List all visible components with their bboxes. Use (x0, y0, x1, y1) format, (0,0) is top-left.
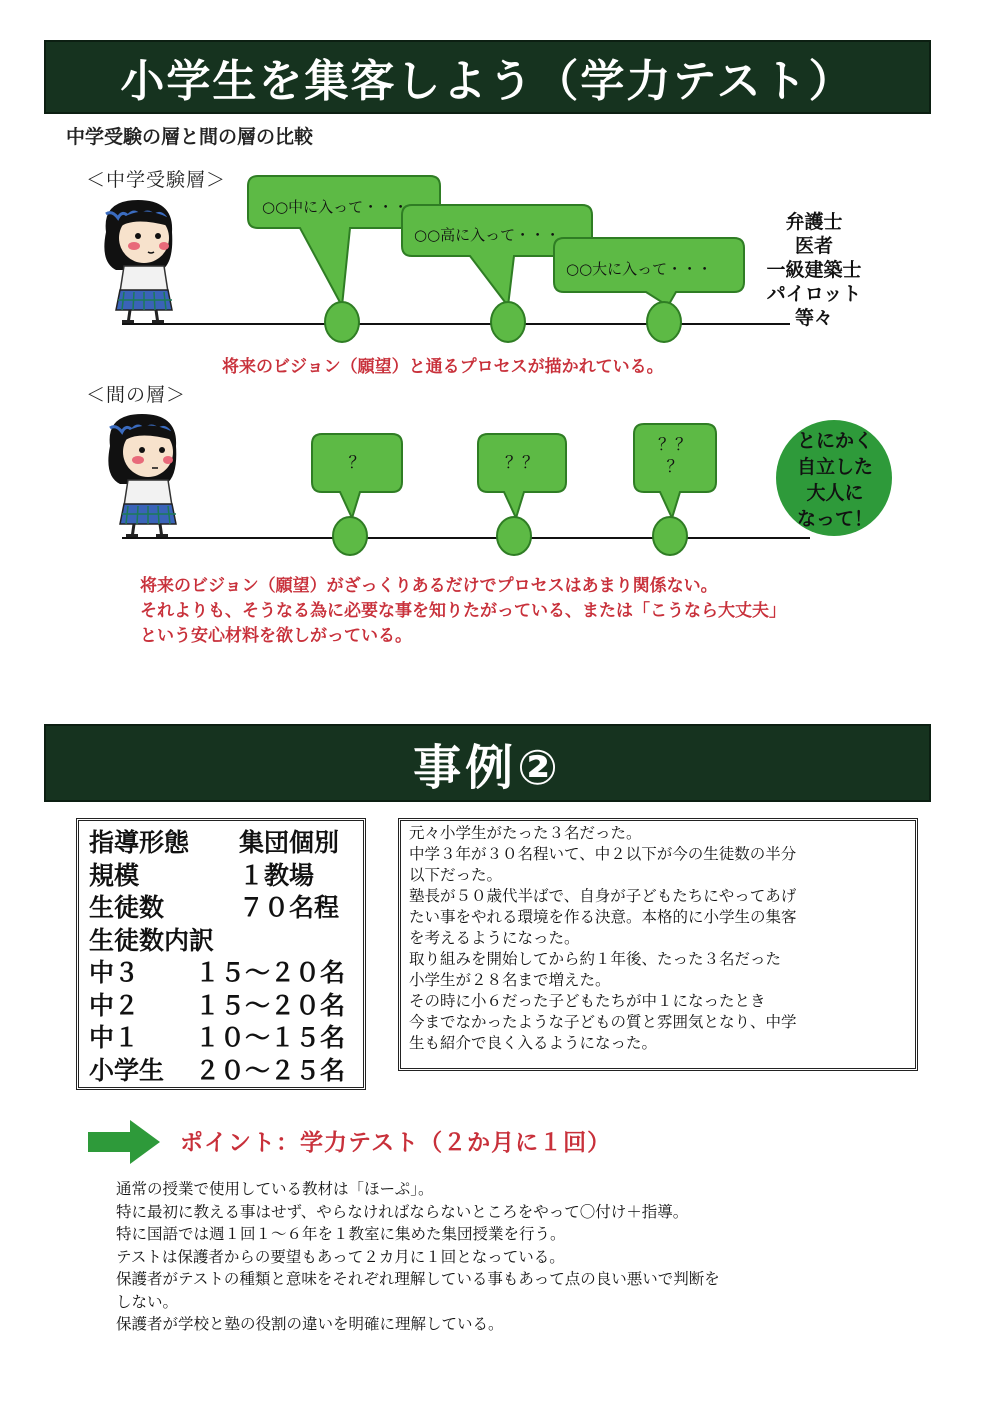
info-value: １０～１５名 (195, 1023, 346, 1052)
question-text-1: ？ (348, 453, 366, 473)
note-line: という安心材料を欲しがっている。 (140, 626, 412, 646)
info-key: 規模 (89, 860, 140, 890)
goal-circle-line: なって！ (796, 508, 873, 530)
milestone-node-4 (333, 517, 367, 555)
info-row (89, 860, 353, 893)
goal-circle-line: 大人に (806, 482, 864, 504)
info-value: ７０名程 (239, 893, 340, 922)
exam-layer-note: 将来のビジョン（願望）と通るプロセスが描かれている。 (222, 357, 664, 377)
story-line: 塾長が５０歳代半ばで、自身が子どもたちにやってあげ (409, 887, 797, 905)
info-row (89, 957, 353, 990)
info-key: 生徒数内訳 (89, 925, 215, 955)
point-line: テストは保護者からの要望もあって２カ月に１回となっている。 (116, 1247, 565, 1266)
case-title: 事例② (413, 739, 562, 796)
point-line: 特に国語では週１回１～６年を１教室に集めた集団授業を行う。 (116, 1225, 566, 1243)
info-row (89, 1055, 353, 1088)
info-key: 中１ (89, 1023, 140, 1052)
info-value: ２０～２５名 (195, 1055, 346, 1085)
point-line: しない。 (116, 1292, 179, 1311)
section-subtitle: 中学受験の層と間の層の比較 (66, 126, 314, 148)
milestone-node-5 (497, 517, 531, 555)
bubble-text-3: ○○大に入って・・・ (566, 260, 713, 278)
career-goal: 弁護士 (785, 211, 843, 233)
goal-circle-text (782, 428, 888, 532)
milestone-node-6 (653, 517, 687, 555)
info-value: １５～２０名 (195, 990, 346, 1020)
story-line: 取り組みを開始してから約１年後、たった３名だった (409, 950, 782, 968)
info-row (89, 892, 353, 925)
question-bubble-1 (312, 434, 402, 518)
info-value: １５～２０名 (195, 958, 346, 987)
case-story-box (398, 818, 918, 1071)
case-title-banner (44, 724, 931, 802)
point-line: 保護者が学校と塾の役割の違いを明確に理解している。 (116, 1315, 504, 1333)
info-row (89, 925, 353, 958)
school-info-box (76, 818, 366, 1090)
info-row (89, 1022, 353, 1055)
story-line: たい事をやれる環境を作る決意。本格的に小学生の集客 (409, 908, 797, 926)
info-key: 中２ (89, 990, 140, 1020)
point-title: ポイント：学力テスト（２か月に１回） (180, 1130, 612, 1156)
info-row (89, 990, 353, 1023)
story-line: 中学３年が３０名程いて、中２以下が今の生徒数の半分 (409, 845, 797, 863)
middle-layer-note (140, 574, 786, 649)
point-line: 通常の授業で使用している教材は「ほーぷ」。 (116, 1180, 434, 1198)
info-key: 指導形態 (89, 828, 190, 857)
story-line: 以下だった。 (409, 866, 503, 884)
question-text-3: ？？ ？ (658, 435, 692, 477)
info-value: １教場 (239, 860, 315, 890)
green-arrow-icon (86, 1118, 162, 1166)
info-key: 生徒数 (89, 893, 165, 922)
point-body (116, 1178, 916, 1336)
point-line: 保護者がテストの種類と意味をそれぞれ理解している事もあって点の良い悪いで判断を (116, 1270, 720, 1288)
page-title: 小学生を集客しよう（学力テスト） (120, 56, 855, 107)
career-goal: 等々 (794, 307, 833, 329)
layer-label-exam: ＜中学受験層＞ (86, 169, 227, 191)
layer-label-middle: ＜間の層＞ (86, 384, 187, 406)
info-row (89, 827, 353, 860)
story-line: 小学生が２８名まで増えた。 (409, 971, 611, 989)
info-value (214, 925, 353, 958)
story-line: その時に小６だった子どもたちが中１になったとき (409, 992, 766, 1010)
career-goal: 一級建築士 (766, 259, 862, 281)
story-line: を考えるようになった。 (409, 929, 580, 947)
story-line: 元々小学生がたった３名だった。 (409, 824, 642, 842)
point-line: 特に最初に教える事はせず、やらなければならないところをやって〇付け＋指導。 (116, 1202, 689, 1221)
story-line: 今までなかったような子どもの質と雰囲気となり、中学 (409, 1013, 797, 1031)
goal-circle-line: 自立した (796, 456, 873, 478)
note-line: それよりも、そうなる為に必要な事を知りたがっている、または「こうなら大丈夫」 (140, 601, 786, 621)
career-goal: 医者 (794, 235, 833, 257)
info-key: 小学生 (89, 1055, 165, 1085)
career-goal: パイロット (766, 283, 862, 305)
question-text-2: ？？ (505, 453, 539, 473)
bubble-text-2: ○○高に入って・・・ (414, 226, 561, 244)
story-line: 生も紹介で良く入るようになった。 (409, 1034, 658, 1052)
note-line: 将来のビジョン（願望）がざっくりあるだけでプロセスはあまり関係ない。 (140, 576, 718, 596)
goal-circle-line: とにかく (796, 430, 873, 452)
question-bubble-2 (478, 434, 566, 518)
info-key: 中３ (89, 958, 140, 987)
info-value: 集団個別 (239, 828, 340, 857)
bubble-text-1: ○○中に入って・・・ (262, 198, 409, 216)
